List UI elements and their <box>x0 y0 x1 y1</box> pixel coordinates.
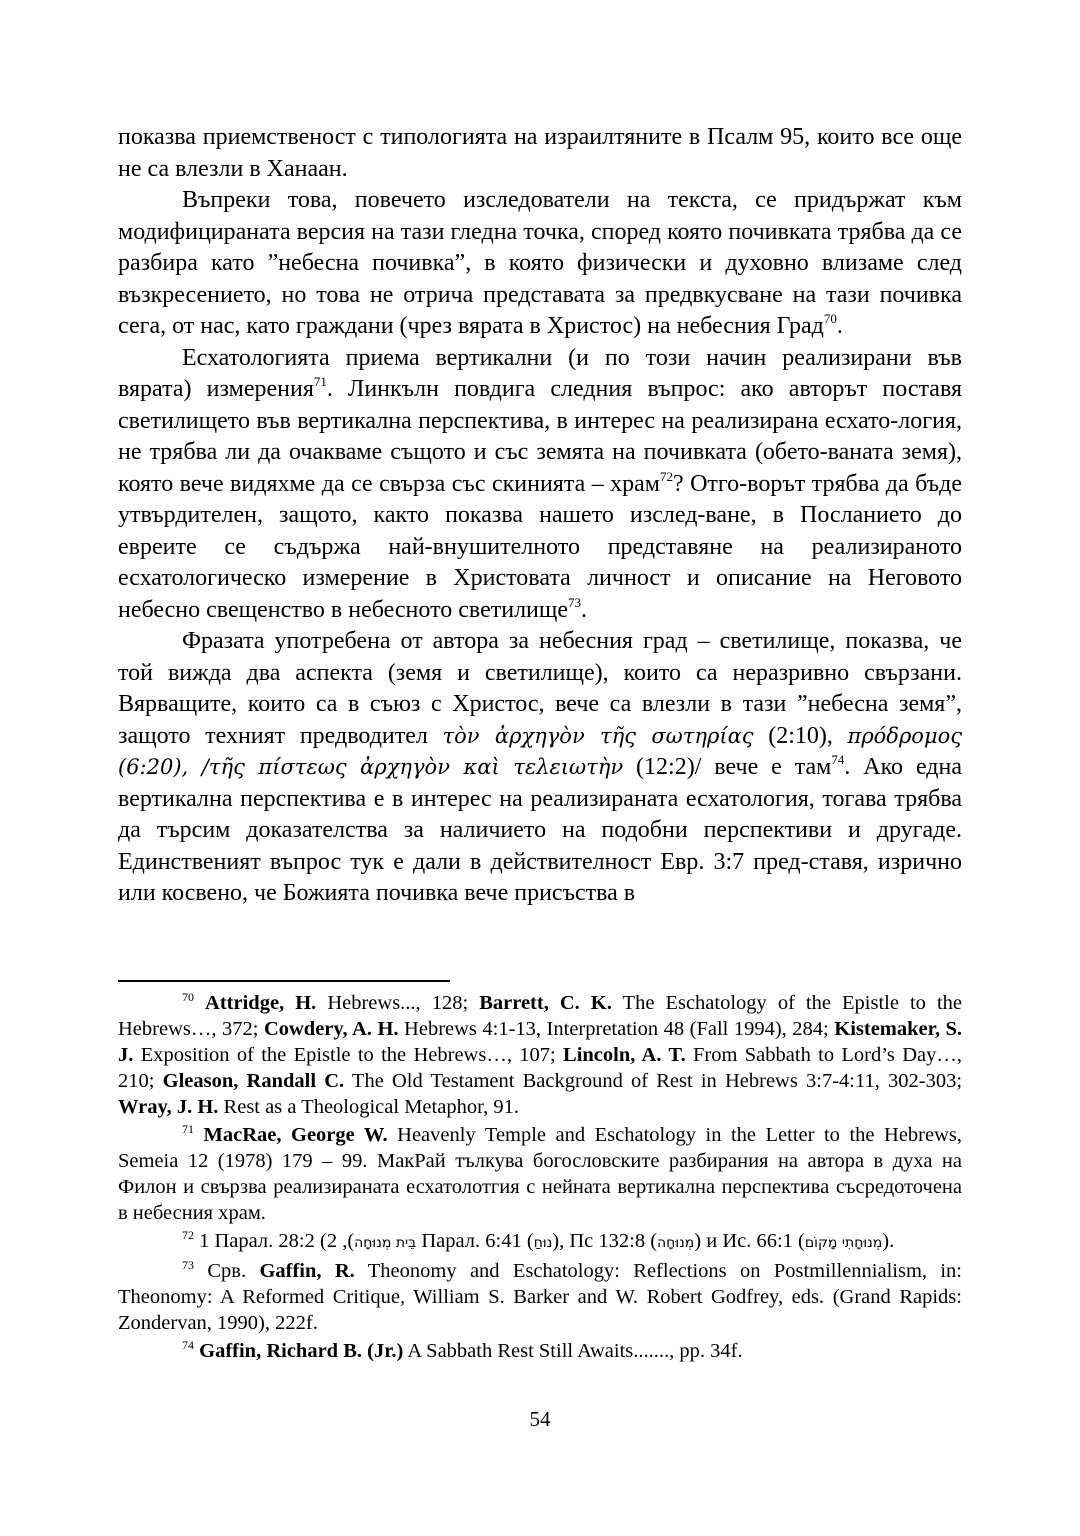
footnote-divider <box>118 980 450 982</box>
footnote-ref-74[interactable]: 74 <box>831 752 845 767</box>
footnote-ref-72[interactable]: 72 <box>660 468 673 484</box>
greek-quote-1: τὸν ἀρχηγὸν τῆς σωτηρίας <box>442 723 754 748</box>
footnote-ref-70[interactable]: 70 <box>823 311 837 326</box>
main-text <box>118 122 962 910</box>
footnote-71: $^{71}$ MacRae, George W. Heavenly Temple and Eschatology in the Letter to the Hebrews, Semeia 12 (1978) 179 – 99. МакРай тълкува богословските разбирания на автора в духа на Филон и свързва реализираната есхатолотгия с нейната вертикална перспектива съсредоточена в небесния храм. <box>118 1122 962 1224</box>
footnotes <box>118 990 962 1366</box>
footnote-ref-71[interactable]: 71 <box>313 374 327 389</box>
paragraph-4: Фразата употребена от автора за небесния град – светилище, показва, че той вижда два аспекта (земя и светилище), които са неразривно свързани. Вярващите, които са в съюз с Христос, вече са влезли в тази ”небесна земя”, защото техният предводител τὸν ἀρχηγὸν τῆς σωτηρίας (2:10), πρόδρομος (6:20), /τῆς πίστεως ἀρχηγὸν καὶ τελειωτὴν (12:2)/ вече е там$^{74}$. Ако една вертикална перспектива е в интерес на реализираната есхатология, тогава трябва да търсим доказателства за наличието на подобни перспективи и другаде. Единственият въпрос тук е дали в действителност Евр. 3:7 пред-ставя, изрично или косвено, че Божията почивка вече присъства в <box>118 628 963 906</box>
footnote-73: $^{73}$ Срв. Gaffin, R. Theonomy and Eschatology: Reflections on Postmillennialism, in: Theonomy: A Reformed Critique, William S. Barker and W. Robert Godfrey, eds. (Grand Rapids: Zondervan, 1990), 222f. <box>118 1258 963 1334</box>
greek-quote-2: πρόδρομος (6:20), /τῆς πίστεως ἀρχηγὸν καὶ τελειωτὴν <box>118 723 962 779</box>
footnote-ref-73[interactable]: 73 <box>568 594 582 610</box>
footnote-74: $^{74}$ Gaffin, Richard B. (Jr.) A Sabbath Rest Still Awaits......., pp. 34f. <box>182 1338 743 1362</box>
footnote-72: $^{72}$ 1 Парал. 28:2 ( בֵּית מְנוּחָה), 2 Парал. 6:41 (נוּחַ), Пс 132:8 (מְנוּחָה) и Ис. 66:1 (מְנוּחָתִי מָקוֹם). <box>182 1228 895 1252</box>
paragraph-1: показва приемственост с типологията на израилтяните в Псалм 95, които все още не са влезли в Ханаан. <box>118 124 962 182</box>
page-number: 54 <box>529 1407 551 1431</box>
paragraph-3: Есхатологията приема вертикални (и по този начин реализирани във вярата) измерения$^{71}$. Линкълн повдига следния въпрос: ако авторът поставя светилището във вертикална перспектива, в интерес на реализирана есхато-логия, не трябва ли да очакваме същото и със земята на почивката (обето-ваната земя), която вече видяхме да се свърза със скинията – храм$^{72}$? Отго-ворът трябва да бъде утвърдителен, защото, както показва нашето изслед-ване, в Посланието до евреите се съдържа най-внушителното представяне на реализираното есхатологическо измерение в Христовата личност и описание на Неговото небесно свещенство в небесното светилище$^{73}$. <box>118 344 963 623</box>
paragraph-2: Въпреки това, повечето изследователи на текста, се придържат към модифицираната версия на тази гледна точка, според която почивката трябва да се разбира като ”небесна почивка”, в която физически и духовно влизаме след възкресението, но това не отрича представата за предвкусване на тази почивка сега, от нас, като граждани (чрез вярата в Христос) на небесния Град$^{70}$. <box>118 187 962 339</box>
footnote-70: $^{70}$ Attridge, H. Hebrews..., 128; Barrett, C. K. The Eschatology of the Epistle to the Hebrews…, 372; Cowdery, A. H. Hebrews 4:1-13, Interpretation 48 (Fall 1994), 284; Kistemaker, S. J. Exposition of the Epistle to the Hebrews…, 107; Lincoln, A. T. From Sabbath to Lord’s Day…, 210; Gleason, Randall C. The Old Testament Background of Rest in Hebrews 3:7-4:11, 302-303; Wray, J. H. Rest as a Theological Metaphor, 91. <box>118 990 963 1118</box>
